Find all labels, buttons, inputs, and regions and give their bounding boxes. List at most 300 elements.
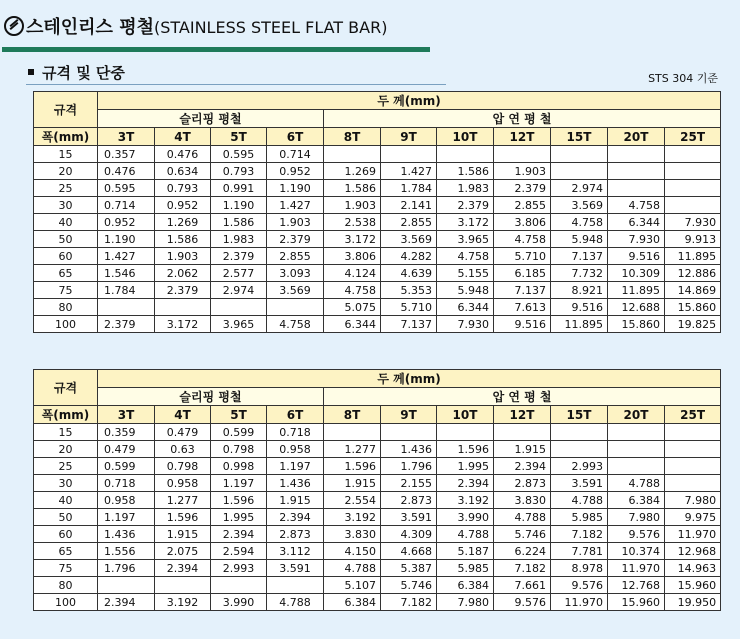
weight-cell: 5.387 (381, 560, 437, 577)
weight-cell: 1.903 (155, 248, 211, 265)
width-cell: 60 (34, 248, 98, 265)
table-row (34, 441, 721, 458)
weight-cell: 2.538 (324, 214, 381, 231)
weight-cell: 6.384 (324, 594, 381, 611)
weight-cell: 2.379 (155, 282, 211, 299)
weight-cell: 1.596 (324, 458, 381, 475)
weight-cell: 7.137 (494, 282, 551, 299)
weight-cell: 6.344 (324, 316, 381, 333)
weight-cell: 1.436 (98, 526, 155, 543)
weight-cell: 1.915 (155, 526, 211, 543)
weight-cell (437, 146, 494, 163)
weight-cell: 7.182 (381, 594, 437, 611)
weight-cell: 5.187 (437, 543, 494, 560)
weight-cell: 7.980 (608, 509, 665, 526)
table-row (34, 197, 721, 214)
weight-cell: 2.379 (211, 248, 267, 265)
weight-cell: 6.185 (494, 265, 551, 282)
weight-cell (267, 299, 324, 316)
weight-cell: 9.975 (665, 509, 721, 526)
weight-cell: 7.930 (437, 316, 494, 333)
weight-cell: 2.062 (155, 265, 211, 282)
weight-cell: 1.596 (437, 441, 494, 458)
header-width: 폭(mm) (34, 128, 98, 146)
table-row (34, 526, 721, 543)
weight-cell: 3.172 (324, 231, 381, 248)
weight-cell: 1.277 (155, 492, 211, 509)
weight-cell: 1.190 (211, 197, 267, 214)
weight-cell (551, 441, 608, 458)
weight-cell: 11.895 (551, 316, 608, 333)
weight-cell: 0.793 (211, 163, 267, 180)
weight-cell: 4.758 (437, 248, 494, 265)
weight-cell: 0.63 (155, 441, 211, 458)
weight-cell (211, 299, 267, 316)
standard-note: STS 304 기준 (648, 72, 718, 85)
bullet-square-icon (28, 69, 34, 75)
weight-cell: 7.930 (665, 214, 721, 231)
weight-cell (155, 299, 211, 316)
weight-cell: 1.903 (267, 214, 324, 231)
weight-cell: 5.746 (381, 577, 437, 594)
weight-cell: 7.661 (494, 577, 551, 594)
weight-cell: 8.921 (551, 282, 608, 299)
column-header-8t: 8T (324, 128, 381, 146)
weight-cell: 19.950 (665, 594, 721, 611)
weight-cell: 0.479 (98, 441, 155, 458)
weight-cell (437, 424, 494, 441)
width-cell: 50 (34, 231, 98, 248)
column-header-4t: 4T (155, 406, 211, 424)
weight-cell (665, 475, 721, 492)
column-header-9t: 9T (381, 406, 437, 424)
column-header-12t: 12T (494, 128, 551, 146)
weight-cell: 12.768 (608, 577, 665, 594)
weight-cell: 5.155 (437, 265, 494, 282)
page-title-bar (2, 10, 430, 54)
weight-cell: 1.427 (267, 197, 324, 214)
column-header-8t: 8T (324, 406, 381, 424)
column-header-10t: 10T (437, 128, 494, 146)
column-header-5t: 5T (211, 406, 267, 424)
weight-cell: 1.983 (211, 231, 267, 248)
weight-cell: 11.895 (608, 282, 665, 299)
weight-cell: 11.970 (665, 526, 721, 543)
weight-cell: 2.155 (381, 475, 437, 492)
weight-cell (324, 424, 381, 441)
weight-cell: 4.758 (494, 231, 551, 248)
weight-cell: 3.112 (267, 543, 324, 560)
weight-cell (381, 146, 437, 163)
column-header-25t: 25T (665, 406, 721, 424)
weight-cell: 2.855 (267, 248, 324, 265)
weight-cell: 2.974 (551, 180, 608, 197)
weight-cell: 5.075 (324, 299, 381, 316)
weight-table-2 (33, 369, 721, 611)
weight-cell: 12.968 (665, 543, 721, 560)
weight-cell: 2.855 (494, 197, 551, 214)
weight-cell: 2.379 (267, 231, 324, 248)
width-cell: 30 (34, 475, 98, 492)
page-title-sub: (STAINLESS STEEL FLAT BAR) (153, 18, 388, 37)
weight-cell: 0.718 (267, 424, 324, 441)
weight-cell: 0.599 (211, 424, 267, 441)
table-row (34, 316, 721, 333)
weight-cell: 1.269 (324, 163, 381, 180)
weight-cell: 7.980 (665, 492, 721, 509)
table-row (34, 248, 721, 265)
weight-cell: 9.913 (665, 231, 721, 248)
weight-cell: 15.960 (665, 577, 721, 594)
header-width: 폭(mm) (34, 406, 98, 424)
table-row (34, 424, 721, 441)
weight-cell: 2.873 (381, 492, 437, 509)
weight-cell (665, 180, 721, 197)
weight-cell: 14.869 (665, 282, 721, 299)
weight-cell: 0.718 (98, 475, 155, 492)
weight-cell: 2.394 (494, 458, 551, 475)
weight-cell: 0.793 (155, 180, 211, 197)
weight-cell: 3.990 (437, 509, 494, 526)
weight-cell: 0.958 (155, 475, 211, 492)
weight-cell: 1.586 (155, 231, 211, 248)
title-underline (2, 47, 430, 52)
table-row (34, 146, 721, 163)
table-row (34, 163, 721, 180)
width-cell: 65 (34, 265, 98, 282)
width-cell: 15 (34, 424, 98, 441)
width-cell: 60 (34, 526, 98, 543)
weight-cell: 1.995 (437, 458, 494, 475)
weight-cell (211, 577, 267, 594)
column-header-20t: 20T (608, 128, 665, 146)
weight-cell: 1.197 (267, 458, 324, 475)
weight-cell: 10.309 (608, 265, 665, 282)
weight-cell (98, 577, 155, 594)
weight-cell (665, 146, 721, 163)
weight-cell: 5.948 (437, 282, 494, 299)
weight-cell: 15.860 (608, 316, 665, 333)
column-header-4t: 4T (155, 128, 211, 146)
weight-cell: 0.991 (211, 180, 267, 197)
width-cell: 100 (34, 594, 98, 611)
weight-cell: 1.796 (381, 458, 437, 475)
section-heading-text: 규격 및 단중 (42, 64, 125, 82)
weight-cell: 7.930 (608, 231, 665, 248)
column-header-20t: 20T (608, 406, 665, 424)
header-group-rolled: 압 연 평 철 (324, 388, 721, 406)
header-thickness: 두 께(mm) (98, 370, 721, 388)
table-row (34, 282, 721, 299)
table-row (34, 509, 721, 526)
weight-cell: 3.192 (155, 594, 211, 611)
weight-cell: 0.714 (98, 197, 155, 214)
weight-cell: 19.825 (665, 316, 721, 333)
weight-cell: 0.599 (98, 458, 155, 475)
weight-cell: 2.873 (494, 475, 551, 492)
weight-cell: 5.107 (324, 577, 381, 594)
weight-cell: 3.965 (437, 231, 494, 248)
weight-cell (608, 146, 665, 163)
column-header-25t: 25T (665, 128, 721, 146)
weight-cell: 3.569 (551, 197, 608, 214)
weight-cell: 5.985 (437, 560, 494, 577)
weight-cell: 1.903 (494, 163, 551, 180)
table-row (34, 458, 721, 475)
weight-cell: 3.569 (381, 231, 437, 248)
weight-cell: 5.948 (551, 231, 608, 248)
weight-cell: 7.137 (381, 316, 437, 333)
column-header-6t: 6T (267, 128, 324, 146)
weight-cell (665, 197, 721, 214)
weight-cell: 5.353 (381, 282, 437, 299)
weight-cell: 3.172 (155, 316, 211, 333)
weight-cell: 1.586 (324, 180, 381, 197)
table-row (34, 180, 721, 197)
weight-cell (608, 441, 665, 458)
weight-cell: 3.806 (494, 214, 551, 231)
weight-cell: 0.634 (155, 163, 211, 180)
weight-cell: 7.980 (437, 594, 494, 611)
weight-cell: 2.594 (211, 543, 267, 560)
weight-cell: 1.556 (98, 543, 155, 560)
weight-cell: 1.427 (98, 248, 155, 265)
weight-cell: 2.993 (551, 458, 608, 475)
weight-cell: 2.394 (98, 594, 155, 611)
weight-cell: 2.379 (437, 197, 494, 214)
weight-cell (155, 577, 211, 594)
weight-cell (608, 163, 665, 180)
weight-cell: 14.963 (665, 560, 721, 577)
width-cell: 40 (34, 492, 98, 509)
weight-cell: 5.746 (494, 526, 551, 543)
weight-cell: 1.197 (98, 509, 155, 526)
weight-cell: 1.427 (381, 163, 437, 180)
weight-cell: 4.758 (324, 282, 381, 299)
weight-cell: 1.596 (155, 509, 211, 526)
page-title (4, 10, 387, 46)
weight-cell: 0.798 (211, 441, 267, 458)
weight-table-1 (33, 91, 721, 333)
weight-cell: 7.613 (494, 299, 551, 316)
weight-cell: 3.192 (437, 492, 494, 509)
weight-cell: 7.781 (551, 543, 608, 560)
weight-cell: 0.479 (155, 424, 211, 441)
width-cell: 50 (34, 509, 98, 526)
weight-cell: 1.596 (211, 492, 267, 509)
column-header-15t: 15T (551, 128, 608, 146)
weight-cell: 1.197 (211, 475, 267, 492)
weight-cell: 2.993 (211, 560, 267, 577)
weight-cell: 1.546 (98, 265, 155, 282)
weight-cell: 9.576 (551, 577, 608, 594)
header-thickness: 두 께(mm) (98, 92, 721, 110)
weight-cell: 0.357 (98, 146, 155, 163)
width-cell: 100 (34, 316, 98, 333)
weight-cell: 3.192 (324, 509, 381, 526)
weight-cell: 1.784 (381, 180, 437, 197)
weight-cell: 7.137 (551, 248, 608, 265)
weight-cell: 1.796 (98, 560, 155, 577)
weight-cell (494, 146, 551, 163)
weight-cell: 4.788 (608, 475, 665, 492)
weight-cell: 4.668 (381, 543, 437, 560)
table-row (34, 475, 721, 492)
width-cell: 30 (34, 197, 98, 214)
weight-cell: 4.758 (551, 214, 608, 231)
weight-cell: 7.182 (494, 560, 551, 577)
column-header-3t: 3T (98, 128, 155, 146)
weight-cell: 7.182 (551, 526, 608, 543)
weight-cell: 3.591 (381, 509, 437, 526)
weight-cell: 12.688 (608, 299, 665, 316)
table-row (34, 299, 721, 316)
weight-cell (608, 180, 665, 197)
table-row (34, 577, 721, 594)
section-divider (26, 84, 446, 85)
weight-cell (665, 163, 721, 180)
weight-cell: 2.394 (211, 526, 267, 543)
header-spec: 규격 (34, 92, 98, 128)
header-group-rolled: 압 연 평 철 (324, 110, 721, 128)
weight-cell: 5.985 (551, 509, 608, 526)
weight-cell: 4.758 (608, 197, 665, 214)
weight-cell: 1.190 (98, 231, 155, 248)
weight-cell: 4.124 (324, 265, 381, 282)
table-row (34, 543, 721, 560)
weight-cell: 4.788 (437, 526, 494, 543)
width-cell: 75 (34, 560, 98, 577)
weight-cell: 6.344 (608, 214, 665, 231)
weight-cell (551, 146, 608, 163)
weight-cell: 1.915 (494, 441, 551, 458)
weight-cell: 1.983 (437, 180, 494, 197)
weight-cell: 11.970 (608, 560, 665, 577)
weight-cell: 2.394 (155, 560, 211, 577)
weight-cell (324, 146, 381, 163)
weight-cell: 4.788 (267, 594, 324, 611)
table-row (34, 594, 721, 611)
column-header-15t: 15T (551, 406, 608, 424)
column-header-5t: 5T (211, 128, 267, 146)
weight-cell: 15.960 (608, 594, 665, 611)
width-cell: 15 (34, 146, 98, 163)
width-cell: 20 (34, 441, 98, 458)
width-cell: 25 (34, 180, 98, 197)
weight-cell: 3.172 (437, 214, 494, 231)
weight-cell: 3.591 (267, 560, 324, 577)
section-heading (28, 62, 125, 83)
weight-cell: 3.830 (324, 526, 381, 543)
weight-cell (494, 424, 551, 441)
weight-cell: 4.758 (267, 316, 324, 333)
weight-cell: 0.714 (267, 146, 324, 163)
weight-cell: 1.190 (267, 180, 324, 197)
weight-cell: 4.309 (381, 526, 437, 543)
weight-cell: 1.903 (324, 197, 381, 214)
weight-cell: 0.359 (98, 424, 155, 441)
width-cell: 75 (34, 282, 98, 299)
weight-cell: 3.806 (324, 248, 381, 265)
weight-cell (551, 424, 608, 441)
weight-cell: 1.436 (267, 475, 324, 492)
weight-cell: 0.595 (98, 180, 155, 197)
weight-cell: 4.788 (551, 492, 608, 509)
table-row (34, 492, 721, 509)
weight-cell: 0.952 (155, 197, 211, 214)
width-cell: 20 (34, 163, 98, 180)
weight-cell: 0.958 (267, 441, 324, 458)
weight-cell: 0.998 (211, 458, 267, 475)
weight-cell: 3.591 (551, 475, 608, 492)
weight-cell: 1.586 (437, 163, 494, 180)
weight-cell: 9.516 (608, 248, 665, 265)
weight-cell: 1.915 (324, 475, 381, 492)
weight-cell (608, 458, 665, 475)
weight-cell: 8.978 (551, 560, 608, 577)
header-group-slitting: 슬리핑 평철 (98, 110, 324, 128)
weight-cell: 3.965 (211, 316, 267, 333)
weight-cell: 9.516 (551, 299, 608, 316)
width-cell: 80 (34, 577, 98, 594)
weight-cell: 6.384 (608, 492, 665, 509)
column-header-6t: 6T (267, 406, 324, 424)
weight-cell: 1.784 (98, 282, 155, 299)
weight-cell: 0.798 (155, 458, 211, 475)
column-header-12t: 12T (494, 406, 551, 424)
table-row (34, 231, 721, 248)
weight-cell: 2.394 (267, 509, 324, 526)
page-title-main: 스테인리스 평철 (26, 17, 154, 38)
table-row (34, 214, 721, 231)
weight-cell: 11.970 (551, 594, 608, 611)
weight-cell (665, 424, 721, 441)
weight-cell: 9.516 (494, 316, 551, 333)
weight-cell: 1.277 (324, 441, 381, 458)
weight-cell: 0.952 (98, 214, 155, 231)
weight-cell: 4.150 (324, 543, 381, 560)
weight-cell: 0.595 (211, 146, 267, 163)
weight-cell: 3.093 (267, 265, 324, 282)
weight-cell: 6.344 (437, 299, 494, 316)
weight-cell: 3.569 (267, 282, 324, 299)
weight-cell: 5.710 (494, 248, 551, 265)
weight-cell: 2.379 (494, 180, 551, 197)
weight-cell (381, 424, 437, 441)
weight-cell: 2.577 (211, 265, 267, 282)
weight-cell: 11.895 (665, 248, 721, 265)
weight-cell: 0.476 (155, 146, 211, 163)
weight-cell: 2.855 (381, 214, 437, 231)
column-header-3t: 3T (98, 406, 155, 424)
weight-cell: 1.269 (155, 214, 211, 231)
weight-cell: 9.576 (494, 594, 551, 611)
weight-cell: 2.394 (437, 475, 494, 492)
weight-cell: 4.639 (381, 265, 437, 282)
weight-cell: 1.915 (267, 492, 324, 509)
weight-cell: 7.732 (551, 265, 608, 282)
weight-cell: 4.282 (381, 248, 437, 265)
weight-cell: 12.886 (665, 265, 721, 282)
weight-cell: 10.374 (608, 543, 665, 560)
weight-cell: 2.075 (155, 543, 211, 560)
column-header-10t: 10T (437, 406, 494, 424)
weight-cell: 2.974 (211, 282, 267, 299)
width-cell: 40 (34, 214, 98, 231)
weight-cell: 6.224 (494, 543, 551, 560)
width-cell: 80 (34, 299, 98, 316)
weight-cell (98, 299, 155, 316)
